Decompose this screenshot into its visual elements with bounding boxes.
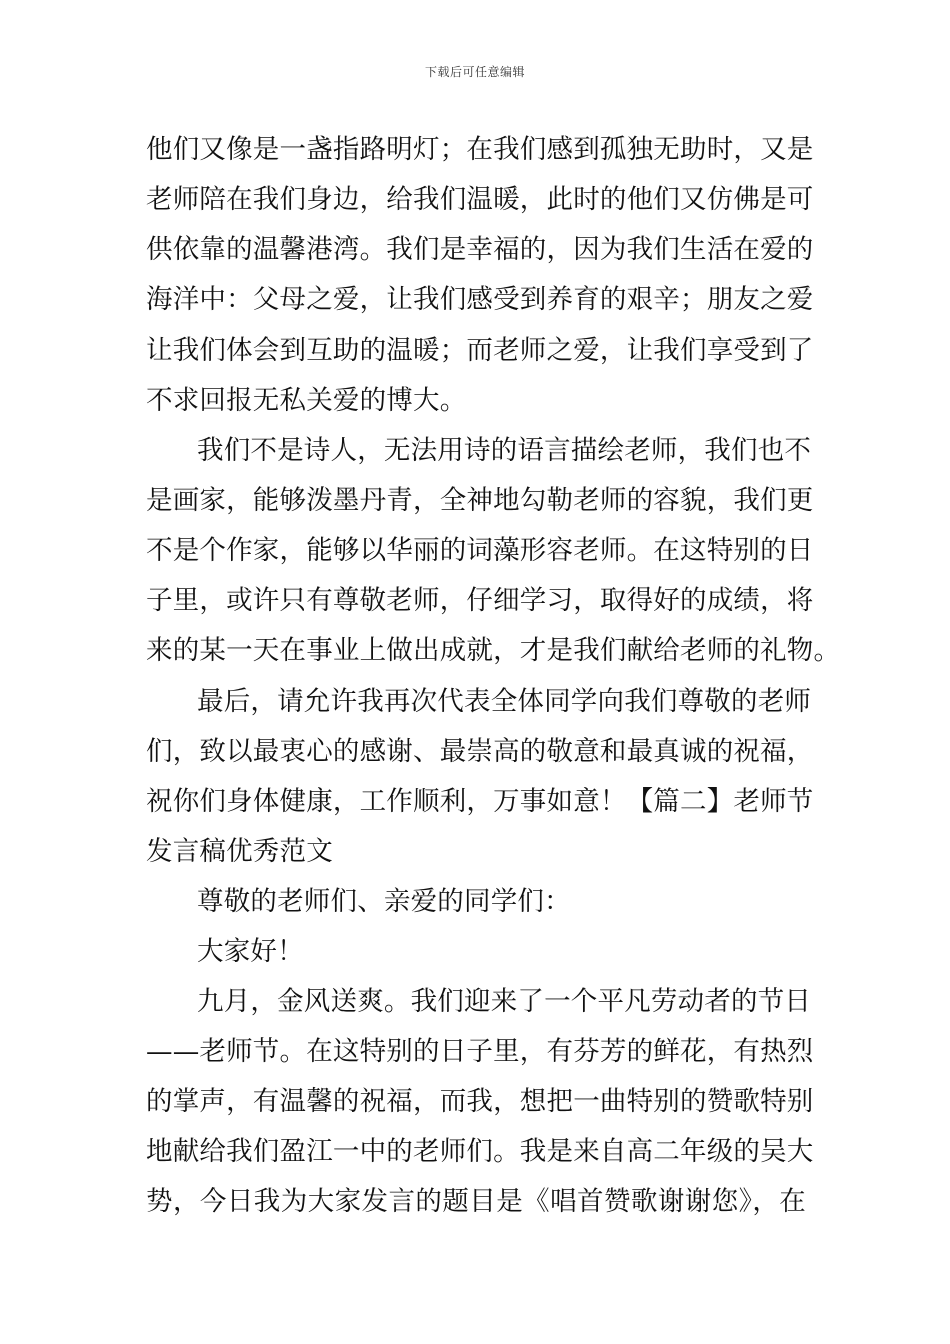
text-line: 海洋中：父母之爱，让我们感受到养育的艰辛；朋友之爱 (146, 284, 814, 315)
text-line: 供依靠的温馨港湾。我们是幸福的，因为我们生活在爱的 (146, 234, 814, 265)
text-line: 让我们体会到互助的温暖；而老师之爱，让我们享受到了 (146, 335, 814, 366)
text-line: 势，今日我为大家发言的题目是《唱首赞歌谢谢您》，在 (146, 1186, 806, 1217)
text-line: 不求回报无私关爱的博大。 (146, 385, 467, 416)
text-line: ——老师节。在这特别的日子里，有芬芳的鲜花，有热烈 (146, 1036, 814, 1067)
text-line: 尊敬的老师们、亲爱的同学们： (197, 886, 571, 917)
page-header: 下载后可任意编辑 (424, 65, 525, 79)
text-line: 不是个作家，能够以华丽的词藻形容老师。在这特别的日 (146, 535, 814, 566)
text-line: 我们不是诗人，无法用诗的语言描绘老师，我们也不 (197, 435, 812, 466)
text-line: 们，致以最衷心的感谢、最崇高的敬意和最真诚的祝福， (146, 736, 814, 767)
text-line: 最后，请允许我再次代表全体同学向我们尊敬的老师 (197, 686, 812, 717)
text-line: 来的某一天在事业上做出成就，才是我们献给老师的礼物。 (146, 635, 841, 666)
text-line: 的掌声，有温馨的祝福，而我，想把一曲特别的赞歌特别 (146, 1086, 814, 1117)
text-line: 他们又像是一盏指路明灯；在我们感到孤独无助时，又是 (146, 134, 814, 165)
text-line: 大家好！ (197, 936, 304, 967)
text-line: 老师陪在我们身边，给我们温暖，此时的他们又仿佛是可 (146, 184, 814, 215)
text-line: 是画家，能够泼墨丹青，全神地勾勒老师的容貌，我们更 (146, 485, 814, 516)
text-line: 地献给我们盈江一中的老师们。我是来自高二年级的吴大 (146, 1136, 814, 1167)
text-line: 九月，金风送爽。我们迎来了一个平凡劳动者的节日 (197, 986, 812, 1017)
text-line: 祝你们身体健康，工作顺利，万事如意！【篇二】老师节 (146, 786, 814, 817)
text-line: 发言稿优秀范文 (146, 836, 333, 867)
text-line: 子里，或许只有尊敬老师，仔细学习，取得好的成绩，将 (146, 585, 814, 616)
